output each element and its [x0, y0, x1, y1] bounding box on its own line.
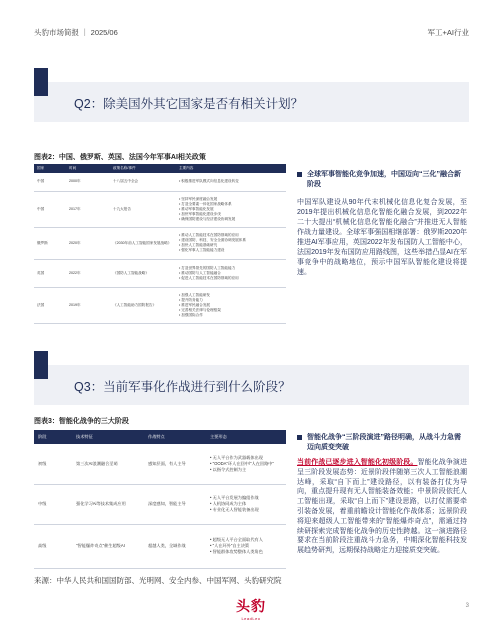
q2-accent-bar	[34, 68, 48, 96]
table-row	[34, 191, 286, 227]
table-row	[34, 484, 286, 524]
table-row	[34, 173, 286, 191]
q2-title: Q2：除美国外其它国家是否有相关计划？	[74, 97, 304, 111]
cell-policy: 《人工智能助力国防报告》	[110, 287, 176, 323]
cell-policy: 十八届五中全会	[110, 173, 176, 191]
cell-content-item: • 建设国防、科技、安全全面协调发展体系	[179, 238, 283, 243]
logo-sub: LeadLeo	[241, 616, 261, 621]
cell-content-item: • 推动人工智能技术在国防领域的应用	[179, 233, 283, 238]
cell-content-item: • 加快人工智能基础研究	[179, 243, 283, 248]
cell-content-item: • 加强人工智能研发	[179, 293, 283, 298]
cell-content-item: • 确保国防建设与经济建设协调发展	[179, 217, 283, 222]
fig3-header-row	[34, 430, 286, 444]
q3-title: Q3：当前军事化作战进行到什么阶段？	[74, 380, 291, 394]
table-row	[34, 524, 286, 568]
cell-feature: 感知层面，有人主导	[144, 444, 206, 484]
fig2-col-country: 国家	[34, 164, 66, 173]
fig3-col-feature: 作战特点	[144, 430, 206, 444]
cell-form-item: • 以指令式控制为主	[210, 467, 282, 473]
right2-body	[297, 458, 467, 556]
fig2-col-policy: 政策名称/事件	[110, 164, 176, 173]
cell-form-item: • 智能群体攻势整体人类角色	[210, 549, 282, 555]
cell-year: 2017年	[66, 191, 110, 227]
header-left: 头豹市场简报 ｜ 2025/06	[34, 28, 118, 37]
right2-lead: 当前作战已逐步进入智能化初级阶段。	[297, 459, 418, 466]
fig2-header-row	[34, 164, 286, 173]
cell-content-item: • 促进人工智能技术在国防领域的应用	[179, 276, 283, 281]
cell-year: 2019年	[66, 287, 110, 323]
fig3-title: 图表3：智能化战争的三大阶段	[34, 418, 129, 425]
cell-form-item: • 人机协同成为主体	[210, 501, 282, 507]
brand-logo	[226, 596, 276, 622]
logo-mark: 头豹	[236, 598, 266, 614]
q3-banner	[34, 365, 469, 405]
fig2-col-year: 时间	[66, 164, 110, 173]
cell-stage: 中级	[34, 484, 72, 524]
cell-country: 俄罗斯	[34, 227, 66, 259]
cell-year: 2000年	[66, 173, 110, 191]
fig3-col-tech: 技术特征	[72, 430, 144, 444]
right1-heading: 全球军事智能化竞争加速，中国迈向“三化”融合新阶段	[297, 170, 467, 189]
cell-year: 2022年	[66, 259, 110, 287]
cell-content-item: • 推动国防与人工智能融合	[179, 271, 283, 276]
source-note: 来源：中华人民共和国国防部、光明网、安全内参、中国军网、头豹研究院	[34, 576, 282, 585]
cell-content-item: • 提升防务能力	[179, 298, 283, 303]
cell-country: 英国	[34, 259, 66, 287]
table-row	[34, 287, 286, 323]
cell-tech: 强化学习Ai等技术集成应用	[72, 484, 144, 524]
right2-heading: 智能化战争“三阶段演进”路径明确，从战斗力急需迈向质变突破	[297, 433, 467, 452]
right-column-1	[297, 170, 467, 278]
cell-content-item: • 加快军事智能化建设步伐	[179, 212, 283, 217]
cell-content-item: • 加强国际合作	[179, 313, 283, 318]
right-column-2	[297, 433, 467, 556]
header-right: 军工+AI行业	[427, 28, 469, 37]
cell-stage: 高级	[34, 524, 72, 568]
cell-form-item: • 专业化无人智能装备出现	[210, 507, 282, 513]
fig2-table	[34, 164, 286, 324]
bullet-square-icon	[297, 435, 302, 440]
cell-content-item: • 强化军事人工智能能力建设	[179, 248, 283, 253]
page-number: 3	[465, 603, 469, 609]
cell-form-item: • 无人平台作为武器载体出现	[210, 455, 282, 461]
cell-tech: "智能爆炸奇点"催生超级AI	[72, 524, 144, 568]
cell-policy: 十九大报告	[110, 191, 176, 227]
cell-content-item: • 打造全要素一体化国家战略体系	[179, 202, 283, 207]
table-row	[34, 444, 286, 484]
fig2-col-content: 主要内容	[176, 164, 286, 173]
cell-content-item: • 打造世界领先的国防人工智能能力	[179, 266, 283, 271]
cell-content-item: • 积极推进军队模式向信息化建设转变	[179, 179, 283, 184]
right1-body: 中国军队建设从90年代末机械化信息化复合发展，至2019年提出机械化信息化智能化融合发展，到2022年二十大提出“机械化信息化智能化融合”并推进无人智能作战力量建设。全球军事强国相继部署：俄罗斯2020年推进AI军事应用，英国2022年发布国防人工智能中心，法国2019年发布国防应用路线图，这些举措凸显AI在军事竞争中的战略地位，预示中国军队智能化建设将提速。	[297, 199, 467, 276]
fig2-title: 图表2：中国、俄罗斯、英国、法国今年军事AI相关政策	[34, 154, 206, 161]
fig3-col-stage: 阶段	[34, 430, 72, 444]
cell-stage: 初级	[34, 444, 72, 484]
cell-country: 中国	[34, 191, 66, 227]
table-row	[34, 227, 286, 259]
cell-tech: 第三次AI浪潮融合至萌	[72, 444, 144, 484]
cell-form-item: • 超级无人平台全面取代有人	[210, 537, 282, 543]
cell-policy: 《国防人工智能战略》	[110, 259, 176, 287]
cell-year: 2020年	[66, 227, 110, 259]
cell-feature: 深度感知，智能主导	[144, 484, 206, 524]
q3-accent-bar	[34, 351, 48, 379]
cell-country: 法国	[34, 287, 66, 323]
cell-country: 中国	[34, 173, 66, 191]
fig3-table	[34, 430, 286, 569]
cell-content-item: • 推动军事智能化发展	[179, 207, 283, 212]
cell-content-item: • 坚持军民深度融合发展	[179, 197, 283, 202]
cell-feature: 超越人类，全域作战	[144, 524, 206, 568]
fig3-col-forms: 主要形态	[206, 430, 286, 444]
right2-body-text: 智能化战争演进呈三阶段发展态势：近景阶段伴随第三次人工智能浪潮达峰，采取“自下而上”建设路径，以有装备打仗为导向，重点提升现有无人智能装备效能；中景阶段依托人工智能出现，采取“自上而下”建设思路，以打仗需要牵引装备发展，着重前瞻设计智能化作战体系；远景阶段将迎来超级人工智能带来的“智能爆炸奇点”，需通过持续研探索完成智能化战争的历史性跨越。这一演进路径要求在当前阶段注重战斗力急务，中期深化智能科技发展趋势研判，远期保持战略定力迎接质变突破。	[297, 459, 468, 555]
cell-form-item: • "OODA"环人在回中/"人在回路中"	[210, 461, 282, 467]
table-row	[34, 259, 286, 287]
cell-content-item: • 完善相关法律与伦理框架	[179, 308, 283, 313]
bullet-square-icon	[297, 172, 302, 177]
q2-banner	[34, 82, 469, 122]
cell-form-item: • 无人平台发展为编组作战	[210, 495, 282, 501]
cell-form-item: • "人在环外"自主决策	[210, 543, 282, 549]
cell-policy: 《2030年前人工智能国家发展战略》	[110, 227, 176, 259]
cell-content-item: • 推进军民融合发展	[179, 303, 283, 308]
